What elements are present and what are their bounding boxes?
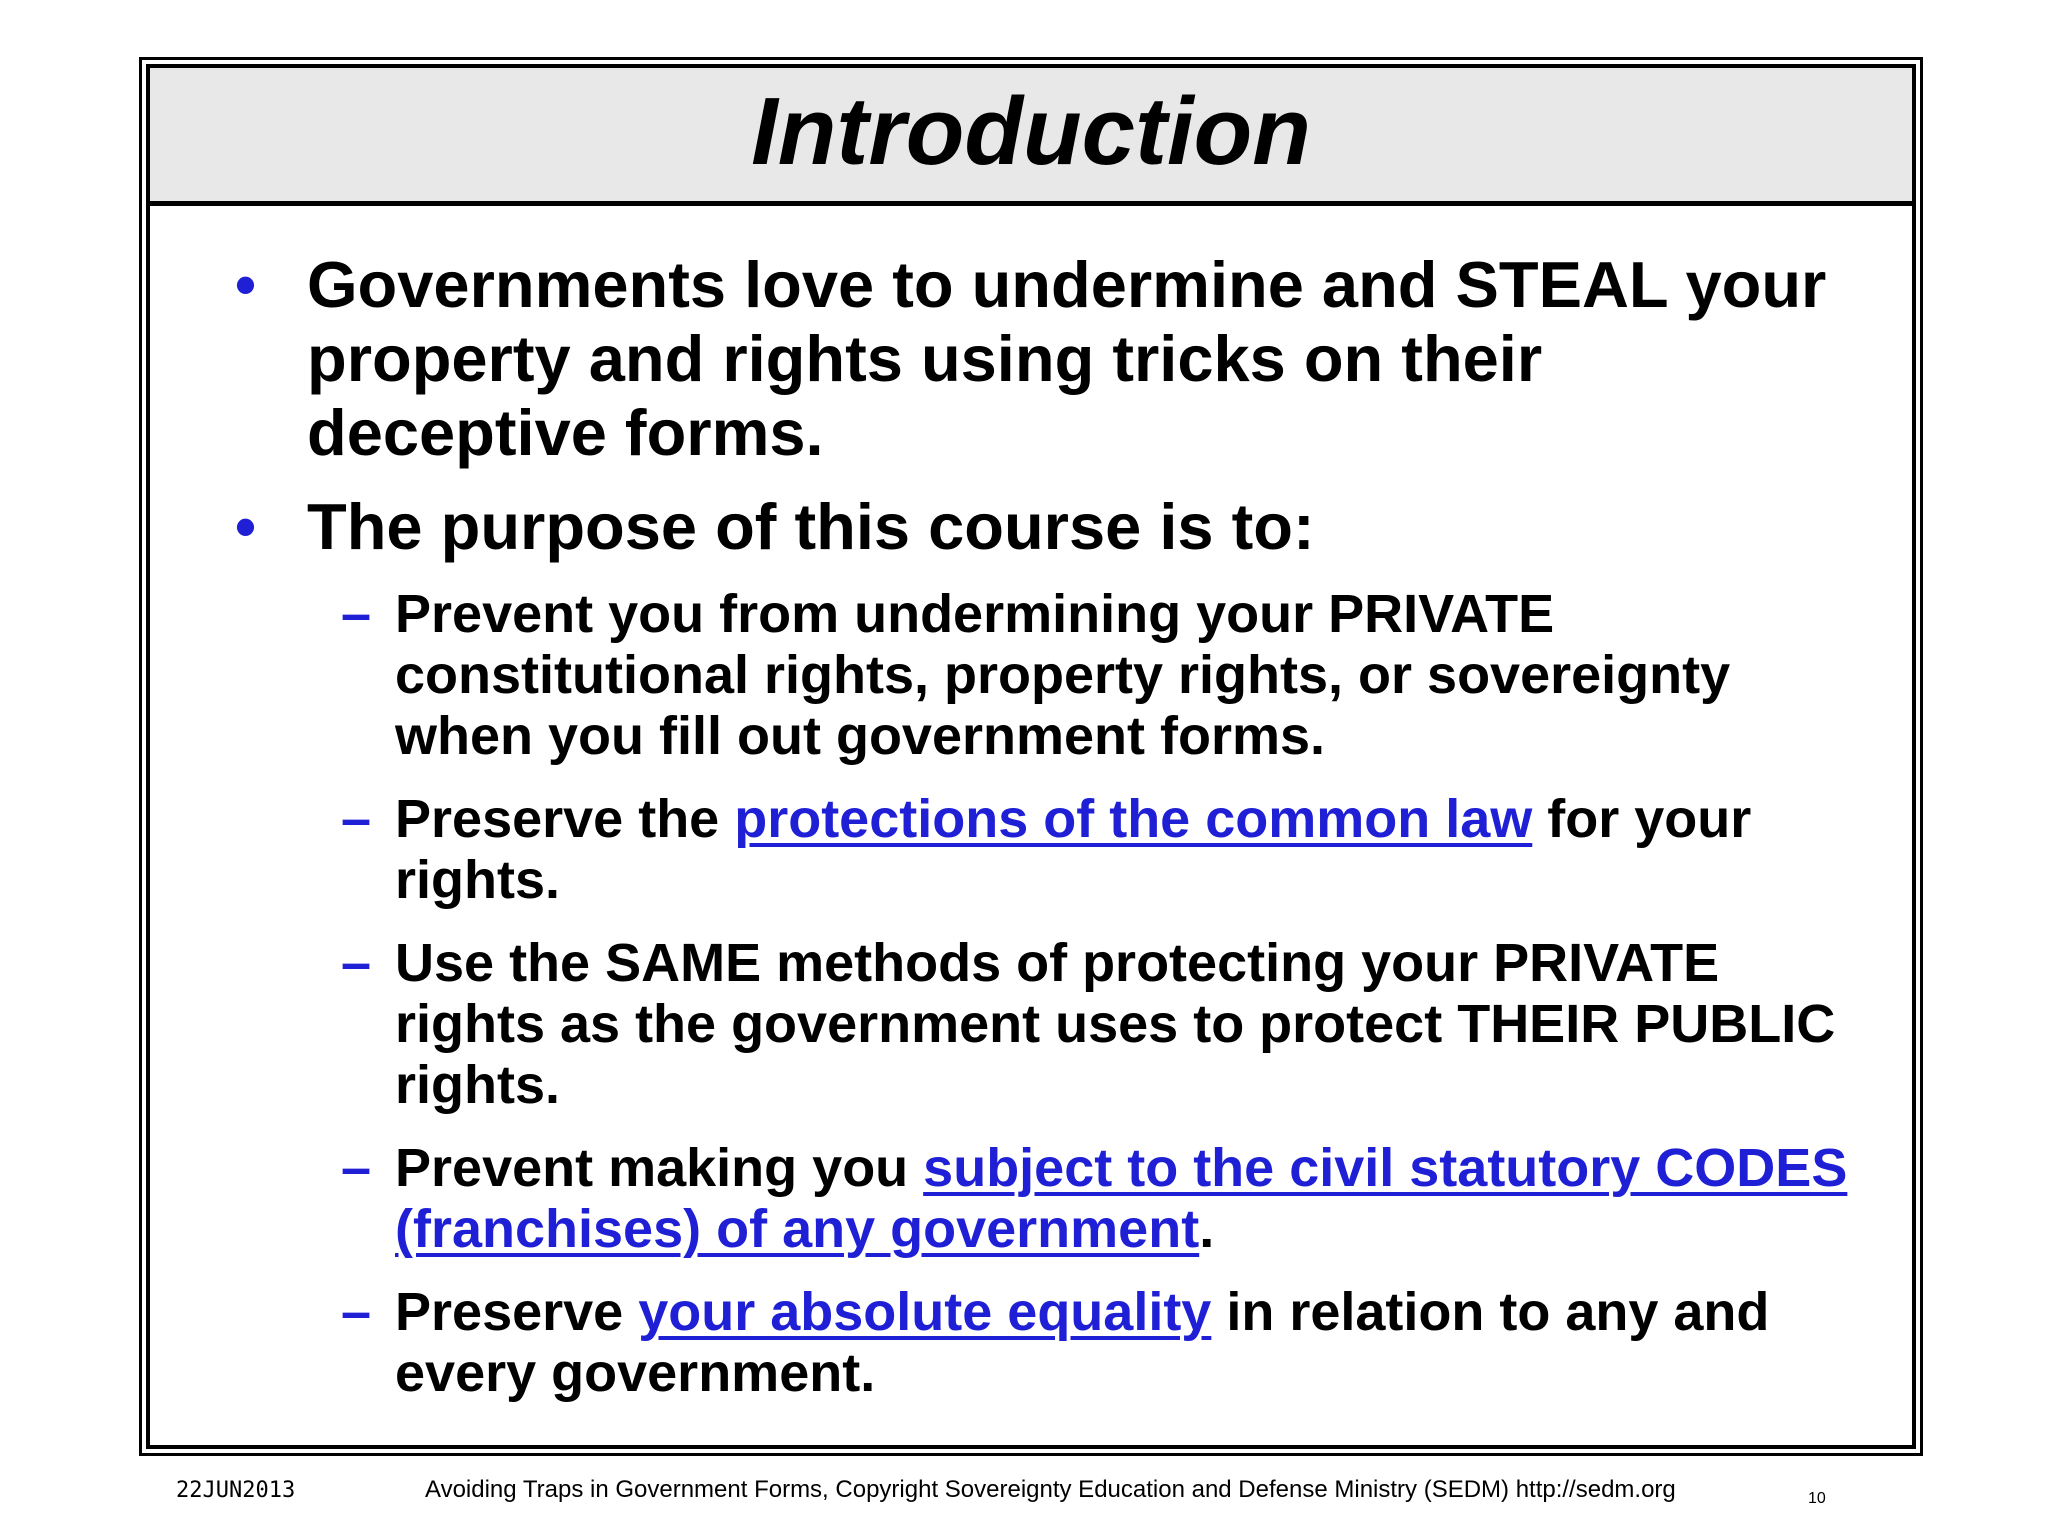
sub-text-after: for your rights. (395, 789, 1752, 910)
bullet-text: Governments love to undermine and STEAL your property and rights using tricks on their deceptive forms. (307, 248, 1827, 469)
bullet-text: The purpose of this course is to: (307, 490, 1315, 563)
sub-text: Use the SAME methods of protecting your PRIVATE rights as the government uses to protect THEIR PUBLIC rights. (395, 933, 1836, 1115)
bullet-marker: • (235, 251, 257, 318)
footer-copyright: Avoiding Traps in Government Forms, Copyright Sovereignty Education and Defense Ministry (SEDM) http://sedm.org (425, 1476, 1676, 1503)
dash-marker: – (341, 933, 372, 993)
sub-text-before: Preserve the (395, 789, 735, 849)
sub-text-after: . (1199, 1199, 1215, 1259)
sub-text-before: Preserve (395, 1282, 639, 1342)
bullet-item (235, 490, 1855, 564)
sub-text-before: Prevent making you (395, 1138, 924, 1198)
bullet-marker: • (235, 493, 257, 560)
slide-content (235, 248, 1855, 1426)
sub-item (235, 933, 1855, 1116)
dash-marker: – (341, 584, 372, 644)
dash-marker: – (341, 1138, 372, 1198)
title-bar (150, 68, 1912, 206)
sub-text: Prevent you from undermining your PRIVATE constitutional rights, property rights, or sovereignty when you fill out government forms. (395, 584, 1731, 766)
link-common-law[interactable]: protections of the common law (734, 789, 1533, 849)
footer-date: 22JUN2013 (176, 1478, 296, 1503)
sub-item (235, 1282, 1855, 1404)
sub-list (235, 584, 1855, 1404)
sub-item (235, 584, 1855, 767)
link-civil-statutory-codes[interactable]: subject to the civil statutory CODES (franchises) of any government (395, 1138, 1848, 1259)
link-absolute-equality[interactable]: your absolute equality (638, 1282, 1212, 1342)
bullet-item (235, 248, 1855, 470)
dash-marker: – (341, 1282, 372, 1342)
page-number: 10 (1808, 1490, 1826, 1507)
sub-text-after: in relation to any and every government. (395, 1282, 1770, 1403)
sub-item (235, 1138, 1855, 1260)
sub-item (235, 789, 1855, 911)
slide-title: Introduction (751, 77, 1311, 185)
dash-marker: – (341, 789, 372, 849)
